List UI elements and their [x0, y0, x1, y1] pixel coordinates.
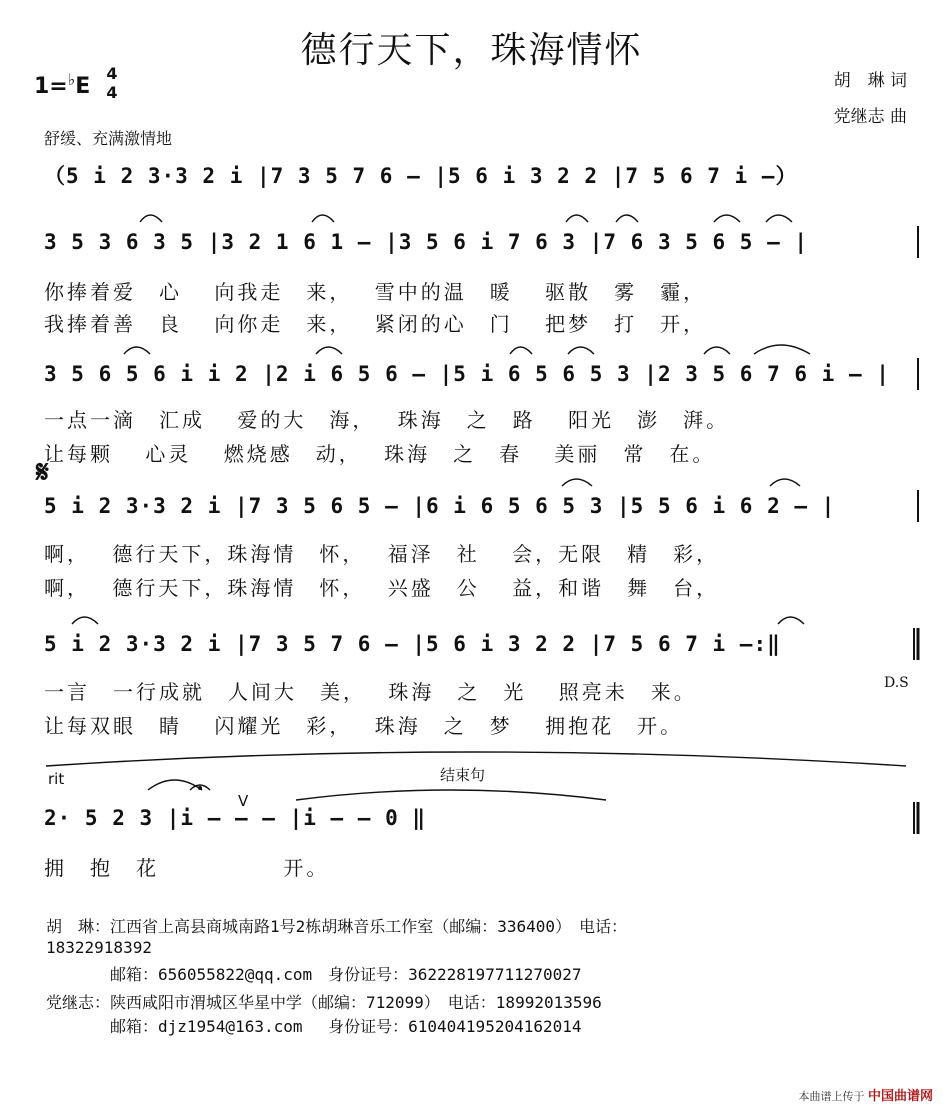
lyric-line-verse2: 让每颗 心灵 燃烧感 动， 珠海 之 春 美丽 常 在。	[44, 442, 716, 466]
ritardando-mark: rit	[48, 770, 65, 788]
lyricist-credit: 胡 琳 词	[833, 71, 907, 91]
slur	[316, 347, 342, 354]
notation-row: 3 5 3 6 3 5 |3 2 1 6 1 – |3 5 6 i 7 6 3 |7 6 3 5 6 5 – |	[44, 230, 809, 254]
lyric-line-verse1: 一言 一行成就 人间大 美， 珠海 之 光 照亮未 来。	[44, 680, 697, 704]
lyric-line-verse1: 你捧着爱 心 向我走 来， 雪中的温 暖 驱散 雾 霾，	[44, 280, 707, 304]
barline-group	[914, 226, 918, 834]
fermata-dot	[198, 786, 202, 790]
lyric-line-verse1: 一点一滴 汇成 爱的大 海， 珠海 之 路 阳光 澎 湃。	[44, 408, 730, 432]
footer-line: 胡 琳：江西省上高县商城南路1号2栋胡琳音乐工作室（邮编：336400） 电话：	[46, 917, 628, 936]
lyric-line-verse2: 我捧着善 良 向你走 来， 紧闭的心 门 把梦 打 开，	[44, 312, 707, 336]
notation-row-ending: 2· 5 2 3 |i – – – |i – – 0 ‖	[44, 806, 427, 830]
ending-slur	[296, 790, 606, 800]
page-title: 德行天下，珠海情怀	[300, 30, 643, 71]
footer-line: 党继志：陕西咸阳市渭城区华星中学（邮编：712099） 电话：18992013596	[46, 993, 602, 1012]
lyric-line-verse1: 啊， 德行天下，珠海情 怀， 福泽 社 会，无限 精 彩，	[44, 542, 720, 566]
slur	[148, 780, 202, 790]
lyric-line-ending: 拥 抱 花 开。	[44, 856, 330, 880]
notation-row: 5 i 2 3·3 2 i |7 3 5 6 5 – |6 i 6 5 6 5 3 |5 5 6 i 6 2 – |	[44, 494, 836, 518]
notation-row: 3 5 6 5 6 i i 2 |2 i 6 5 6 – |5 i 6 5 6 5 3 |2 3 5 6 7 6 i – |	[44, 362, 890, 386]
slur	[754, 345, 810, 354]
key-note: E	[75, 74, 91, 99]
slur	[562, 479, 592, 486]
slur	[714, 215, 740, 222]
upload-credit	[798, 1085, 933, 1104]
lyric-line-verse2: 啊， 德行天下，珠海情 怀， 兴盛 公 益，和谐 舞 台，	[44, 576, 720, 600]
slur	[568, 347, 594, 354]
site-logo[interactable]: 中国曲谱网	[867, 1089, 933, 1104]
slur	[140, 215, 162, 222]
time-bottom: 4	[106, 83, 118, 102]
slur	[124, 347, 150, 354]
footer-line: 18322918392	[46, 938, 152, 957]
slur	[778, 617, 804, 624]
key-label: 1=	[34, 74, 68, 99]
long-phrase-slur	[46, 752, 906, 766]
lyric-line-verse2: 让每双眼 睛 闪耀光 彩， 珠海 之 梦 拥抱花 开。	[44, 714, 684, 738]
footer-line: 邮箱：djz1954@163.com 身份证号：610404195204162014	[46, 1017, 582, 1036]
flat-symbol: ♭	[67, 70, 76, 89]
slur	[566, 215, 588, 222]
dal-segno-mark: D.S	[884, 675, 909, 691]
notation-row-intro: （5 i 2 3·3 2 i |7 3 5 7 6 – |5 6 i 3 2 2 |7 5 6 7 i –）	[44, 164, 798, 188]
slur	[510, 347, 532, 354]
footer-line: 邮箱：656055822@qq.com 身份证号：362228197711270027	[46, 965, 582, 984]
slur	[770, 479, 800, 486]
upload-text: 本曲谱上传于	[798, 1090, 865, 1103]
slur	[312, 215, 334, 222]
composer-credit: 党继志 曲	[833, 107, 907, 127]
slur	[616, 215, 638, 222]
slur	[72, 617, 98, 624]
slur	[766, 215, 792, 222]
segno-sign: 𝄋	[36, 455, 49, 490]
tempo-marking: 舒缓、充满激情地	[44, 129, 173, 148]
time-top: 4	[106, 64, 118, 83]
slur	[704, 347, 730, 354]
ending-label: 结束句	[440, 766, 486, 784]
notation-row: 5 i 2 3·3 2 i |7 3 5 7 6 – |5 6 i 3 2 2 |7 5 6 7 i –:‖	[44, 632, 781, 656]
breath-mark: V	[238, 792, 249, 810]
